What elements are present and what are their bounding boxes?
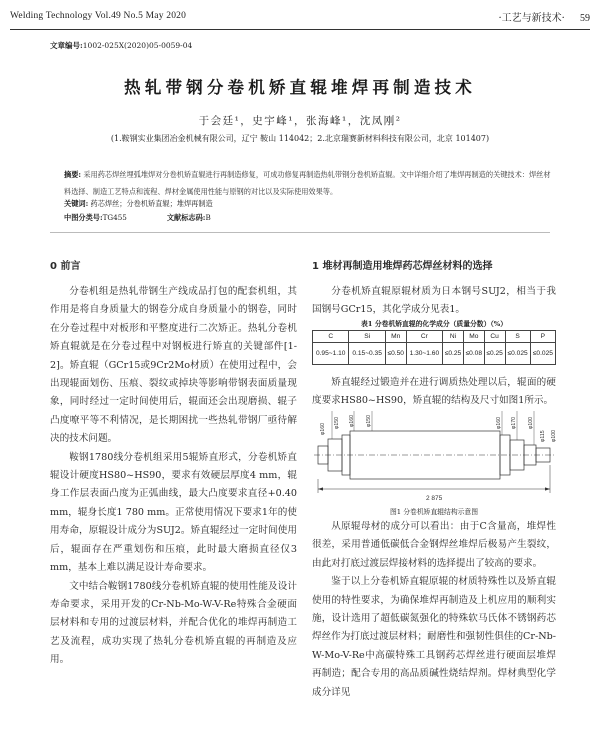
table-header-row: [313, 331, 556, 343]
dim-label: φ150: [334, 416, 340, 429]
table-header-cell: Si: [349, 331, 385, 343]
section1-paragraph-2: 矫直辊经过锻造并在进行调质热处理以后，辊面的硬度要求HS80~HS90，矫直辊的结构及尺寸如图1所示。: [312, 377, 556, 407]
header-divider: [50, 232, 550, 233]
doc-code-value: B: [205, 213, 211, 222]
clc-value: TG455: [102, 213, 127, 222]
total-length-label: 2 875: [426, 495, 443, 502]
table-cell: 0.15~0.35: [349, 343, 385, 365]
header-right: [498, 9, 590, 24]
section1-paragraph-1: 分卷机矫直辊原辊材质为日本钢号SUJ2，相当于我国钢号GCr15，其化学成分见表1。: [312, 286, 556, 316]
table-caption: 表1 分卷机矫直辊的化学成分（质量分数）（%）: [360, 320, 508, 328]
keywords: [64, 199, 213, 209]
table-header-cell: Cr: [406, 331, 442, 343]
intro-paragraph-2: 鞍钢1780线分卷机组采用5辊矫直形式，分卷机矫直辊设计硬度HS80~HS90，要求有效硬层厚度4 mm，辊身工作层表面凸度为正弧曲线，最大凸度要求直径+0.40 mm，辊身长度1 780 mm。正常使用情况下要求1年的使用寿命，原辊设计成分为SUJ2。矫直辊经过一定时间使用后，辊面存在严重划伤和压痕，此时最大磨损直径仅3 mm，基本上难以满足设计寿命要求。: [50, 451, 297, 574]
table-header-cell: P: [530, 331, 555, 343]
clc-label: 中图分类号:: [64, 213, 103, 222]
composition-table: [312, 330, 556, 365]
section1-paragraph-3: 从原辊母材的成分可以看出：由于C含量高，堆焊性很差，采用普通低碳低合金钢焊丝堆焊后极易产生裂纹，由此对打底过渡层焊接材料的选择提出了较高的要求。: [312, 521, 556, 569]
dim-label: φ170: [511, 416, 517, 429]
affiliation: (1.鞍钢实业集团冶金机械有限公司，辽宁 鞍山 114042；2.北京瑞赛新材料科技有限公司，北京 101407): [110, 134, 490, 143]
section-heading-1: 1 堆材再制造用堆焊药芯焊丝材料的选择: [312, 261, 493, 272]
intro-paragraph-1: 分卷机组是热轧带钢生产线成品打包的配套机组，其作用是将自身质量大的钢卷分成自身质量小的钢卷，同时在分卷过程中对板形和平整度进行二次矫正。热轧分卷机矫直辊就是在分卷过程中对钢板进行矫直的关键部件[1-2]。矫直辊（GCr15或9Cr2Mo材质）在使用过程中，会出现辊面划伤、压痕、裂纹或掉块等影响带钢表面质量现象，同时经过一定时间使用后，辊面还会出现磨损、辊子凸度嘹平等不利情况，是长期困扰一些热轧带钢厂亟待解决的技术问题。: [50, 286, 297, 445]
running-header: [10, 6, 590, 30]
dim-label: φ100: [551, 429, 557, 442]
dim-label: φ100: [528, 416, 534, 429]
table-header-cell: Mn: [385, 331, 406, 343]
table-cell: ≤0.25: [443, 343, 464, 365]
article-number-value: 1002-025X(2020)05-0059-04: [82, 41, 193, 50]
right-column-top: [312, 258, 556, 320]
table-header-cell: S: [505, 331, 530, 343]
table-cell: ≤0.025: [505, 343, 530, 365]
right-column-bottom: [312, 518, 556, 702]
table-cell: ≤0.025: [530, 343, 555, 365]
paper-title: 热轧带钢分卷机矫直辊堆焊再制造技术: [124, 78, 476, 97]
abstract-label: 摘要:: [64, 170, 82, 179]
figure-caption: 图1 分卷机矫直辊结构示意图: [389, 508, 479, 516]
table-cell: 0.95~1.10: [313, 343, 349, 365]
keywords-label: 关键词:: [64, 199, 89, 208]
table-cell: 1.30~1.60: [406, 343, 442, 365]
left-column: [50, 258, 297, 670]
table-header-cell: Ni: [443, 331, 464, 343]
classification: [64, 213, 211, 223]
table-cell: ≤0.08: [463, 343, 484, 365]
table-row: [313, 343, 556, 365]
keywords-text: 药芯焊丝；分卷机矫直辊；堆焊再制造: [90, 199, 213, 208]
dim-label: φ160: [496, 416, 502, 429]
journal-info: Welding Technology Vol.49 No.5 May 2020: [10, 11, 187, 21]
column-name: ·工艺与新技术·: [498, 13, 565, 24]
table-header-cell: Mo: [463, 331, 484, 343]
abstract-text: 采用药芯焊丝埋弧堆焊对分卷机矫直辊进行再制造修复，可成功修复再制造热轧带钢分卷机矫直辊。文中详细介绍了堆焊再制造的关键技术：焊丝材料选择、制造工艺特点和流程、焊材金属使用性能与原钢的对比以及实际使用效果等。: [64, 170, 551, 196]
dim-label: φ160: [320, 422, 326, 435]
roll-structure-figure: [312, 409, 556, 505]
page-number: 59: [580, 13, 590, 24]
right-column-middle: [312, 374, 556, 411]
dim-label: φ160: [349, 414, 355, 427]
abstract: [64, 166, 552, 200]
author-list: 于会廷¹，史宇峰¹，张海峰¹，沈凤刚²: [198, 115, 402, 127]
section1-paragraph-4: 鉴于以上分卷机矫直辊原辊的材质特殊性以及矫直辊使用的特性要求，为确保堆焊再制造及上机应用的顺利实施，设计选用了超低碳氮强化的特殊软马氏体不锈钢药芯焊丝作为打底过渡层材料；耐磨性和强韧性俱佳的Cr-Nb-W-Mo-V-Re中高碳特殊工具钢药芯焊丝进行硬面层堆焊再制造；配合专用的高品质碱性烧结焊剂。焊材典型化学成分详见: [312, 576, 557, 698]
article-number: [50, 40, 192, 51]
table-cell: ≤0.50: [385, 343, 406, 365]
table-cell: ≤0.25: [484, 343, 505, 365]
table-header-cell: C: [313, 331, 349, 343]
article-number-label: 文章编号:: [50, 41, 83, 50]
intro-paragraph-3: 文中结合鞍钢1780线分卷机矫直辊的使用性能及设计寿命要求，采用开发的Cr-Nb-Mo-W-V-Re特殊合金硬面层材料和专用的过渡层材料，并配合优化的堆焊再制造工艺及流程，成功实现了热轧分卷机矫直辊的再制造及应用。: [50, 580, 297, 666]
section-heading-intro: 0 前言: [50, 261, 81, 272]
dim-label: φ150: [366, 414, 372, 427]
dim-label: φ115: [540, 430, 546, 442]
table-header-cell: Cu: [484, 331, 505, 343]
doc-code-label: 文献标志码:: [166, 213, 206, 222]
